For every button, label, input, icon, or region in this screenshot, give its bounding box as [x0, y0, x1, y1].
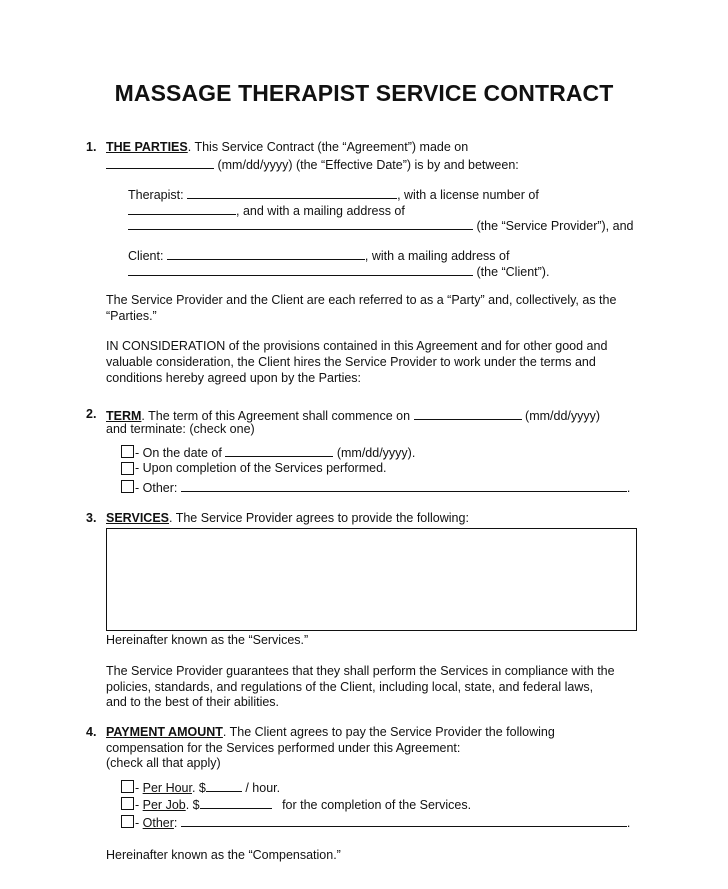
section-4-line-2: compensation for the Services performed under this Agreement:: [106, 741, 461, 755]
per-job-label: Per Job: [142, 798, 186, 812]
guarantee-line-2: policies, standards, and regulations of the Client, including local, state, and federal laws,: [106, 680, 594, 694]
client-suffix-label: (the “Client”).: [476, 265, 550, 279]
section-4-number: 4.: [86, 725, 97, 739]
per-hour-dash: -: [135, 781, 143, 795]
section-1-line-1: [106, 140, 468, 155]
guarantee-line-3: and to the best of their abilities.: [106, 695, 280, 709]
term-other-label: - Other:: [135, 481, 178, 495]
per-job-checkbox[interactable]: [121, 797, 134, 810]
client-mailing-label: , with a mailing address of: [364, 249, 510, 263]
per-job-amount-field[interactable]: [200, 796, 272, 809]
client-address-line: [128, 263, 549, 280]
section-2-line-2: and terminate: (check one): [106, 422, 255, 436]
section-1-number: 1.: [86, 140, 97, 154]
section-1-heading: THE PARTIES: [106, 140, 188, 154]
term-option-3: [135, 479, 630, 496]
license-number-label: , with a license number of: [397, 188, 539, 202]
effective-date-label: (mm/dd/yyyy) (the “Effective Date”) is by and between:: [217, 158, 519, 172]
term-option-2: - Upon completion of the Services performed.: [135, 461, 387, 475]
term-on-date-checkbox[interactable]: [121, 445, 134, 458]
per-hour-checkbox[interactable]: [121, 780, 134, 793]
section-2-number: 2.: [86, 407, 97, 421]
therapist-mailing-label: , and with a mailing address of: [236, 204, 405, 218]
section-3-number: 3.: [86, 511, 97, 525]
payment-intro: . The Client agrees to pay the Service Provider the following: [222, 725, 555, 739]
section-3-heading: SERVICES: [106, 511, 169, 525]
term-end-date-field[interactable]: [225, 444, 333, 457]
payment-other-period: .: [626, 816, 631, 830]
consideration-line-2: valuable consideration, the Client hires the Service Provider to work under the terms and: [106, 355, 596, 369]
client-name-field[interactable]: [167, 247, 365, 260]
section-2-heading: TERM: [106, 409, 142, 423]
per-job-dollar: . $: [185, 798, 200, 812]
therapist-address-line: [128, 217, 634, 234]
term-end-date-format: (mm/dd/yyyy).: [336, 446, 416, 460]
compensation-known-as: Hereinafter known as the “Compensation.”: [106, 848, 341, 862]
client-address-field[interactable]: [128, 263, 473, 276]
payment-other-colon: :: [173, 816, 178, 830]
parties-paragraph-line-2: “Parties.”: [106, 309, 157, 323]
effective-date-field[interactable]: [106, 156, 214, 169]
term-completion-checkbox[interactable]: [121, 462, 134, 475]
per-job-description: for the completion of the Services.: [282, 798, 472, 812]
client-line: [128, 247, 509, 264]
license-number-field[interactable]: [128, 202, 236, 215]
section-3-line-1: [106, 511, 469, 526]
document-title: MASSAGE THERAPIST SERVICE CONTRACT: [114, 80, 614, 106]
per-hour-amount-field[interactable]: [206, 779, 242, 792]
services-intro: . The Service Provider agrees to provide the following:: [169, 511, 469, 525]
per-job-option: [135, 796, 471, 813]
term-on-date-label: - On the date of: [135, 446, 222, 460]
per-hour-unit: / hour.: [241, 781, 281, 795]
per-hour-dollar: . $: [191, 781, 206, 795]
services-known-as: Hereinafter known as the “Services.”: [106, 633, 309, 647]
service-provider-label: (the “Service Provider”), and: [476, 219, 634, 233]
section-4-line-1: [106, 725, 555, 740]
payment-other-checkbox[interactable]: [121, 815, 134, 828]
term-option-1: [135, 444, 415, 461]
section-1-line-2: [106, 156, 519, 173]
per-job-dash: -: [135, 798, 143, 812]
payment-other-field[interactable]: [181, 814, 627, 827]
commence-date-field[interactable]: [414, 407, 522, 420]
therapist-line: [128, 186, 539, 203]
payment-other-label: Other: [142, 816, 174, 830]
term-intro: . The term of this Agreement shall commence on: [141, 409, 411, 423]
guarantee-line-1: The Service Provider guarantees that they shall perform the Services in compliance with the: [106, 664, 615, 678]
services-description-box[interactable]: [106, 528, 637, 631]
consideration-line-3: conditions hereby agreed upon by the Parties:: [106, 371, 362, 385]
therapist-name-field[interactable]: [187, 186, 397, 199]
term-other-period: .: [626, 481, 631, 495]
per-hour-label: Per Hour: [142, 781, 192, 795]
therapist-address-field[interactable]: [128, 217, 473, 230]
payment-other-option: [135, 814, 630, 831]
per-hour-option: [135, 779, 280, 796]
payment-other-dash: -: [135, 816, 143, 830]
commence-date-format: (mm/dd/yyyy): [525, 409, 601, 423]
term-other-checkbox[interactable]: [121, 480, 134, 493]
consideration-line-1: IN CONSIDERATION of the provisions contained in this Agreement and for other good and: [106, 339, 608, 353]
section-1-intro: . This Service Contract (the “Agreement”) made on: [187, 140, 469, 154]
parties-paragraph-line-1: The Service Provider and the Client are each referred to as a “Party” and, collectively, as the: [106, 293, 617, 307]
section-4-heading: PAYMENT AMOUNT: [106, 725, 223, 739]
term-other-field[interactable]: [181, 479, 627, 492]
therapist-label: Therapist:: [128, 188, 184, 202]
section-4-line-3: (check all that apply): [106, 756, 221, 770]
client-label: Client:: [128, 249, 164, 263]
